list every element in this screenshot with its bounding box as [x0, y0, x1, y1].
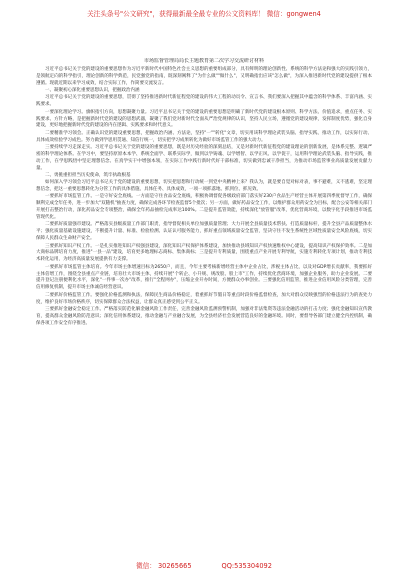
paragraph: 三要持续学习走深走实。习近平总书记关于党的建设的重要思想，既是对历史经验的深刻总结，又是对新时代新征程党的建设理论的创新发展，是体系完整、逻辑严密的科学理论体系。在学习中，要坚持原原本本学、系统全面学、联系实际学，做到以学铸魂、以学增智、以学正风、以学促干，运用科学理论武装头脑、指导实践，推动工作，在学思践悟中坚定理想信念、在真学实干中增强本领，在实际工作中践行新时代好干部标准，切实做到忠诚干净担当，为推动市场监管事业高质量发展贡献力量。 [36, 144, 372, 171]
paragraph: 如何深入学习领会习近平总书记关于党的建设的重要思想，切实把思想和行动统一到党中央精神上来？我认为，就是要自觉对标对表，事不避难，义不逃难，坚定理想信念，把这一重要思想转化为分管工作的具体措施、具体任务、具体成效，一项一项抓落地、抓到位、抓见效。 [36, 180, 372, 193]
paragraph: 三要抓好知识产权工作。一是扎实推进知识产权强县建设，深化知识产权保护体系建设，加快推动县域知识产权快速维权中心建设，提高知识产权保护效率。二是加大商标品牌培育力度，推进"一县一品"建设，培育更多地理标志商标、集体商标；三是提升专利质量，围绕重点产业开展专利导航，实施专利转化专项计划，推动专利技术转化运用，为经济高质量发展提供有力支撑。 [36, 243, 372, 263]
paragraph: 一要抓好市场监管主体培育。今年市场主体增速目标为2650户，而且，今年主要考核新增经营主体中企业占比，涉税主体占比，以及对GDP增长贡献率，我要抓好主体倍增工作，围绕全县重点产业链，培育壮大市场主体，持续开展"个转企、小升规、规改股、股上市"工作，持续优化营商环境，加强企业服务，助力企业发展。二要提升登记注册便利化水平，深化"一件事一次办"改革，推行"全程网办"，压缩企业开办时间，方便群众办事创业。三要强化信用监管，推进企业信用风险分类管理，完善信用修复机制，提升市场主体诚信经营意识。 [36, 264, 372, 291]
paragraph: 一要深化理论学习。旗帜指引方向，思想凝聚力量。习近平总书记关于党的建设的重要思想是明确了新时代党的建设根本原则、科学方法、价值追求，重点任务、实践要求、方针方略，是把握新时代党的建设的思想武器，凝聚了我们党对新时代全面从严治党规律的认识，坚持人民立场，遵循党的建设规律，发挥制度优势，强化自身建设，更好地把握新时代党的建设的内在逻辑、实践要求和时代意义。 [36, 109, 372, 129]
footer-wechat: 微信： 30265665 [136, 562, 192, 570]
document-title: 市场监督管理局局长主题教育第二次学习交流研讨材料 [143, 58, 264, 64]
paragraph: 二要抓好质量强市建设。严格落实县级质量工作部门职责，指导督促相关单位加强质量管理；大力开展全县质量技术帮扶、打造质量标杆，提升全县产品质量整体水平；强化质量基础设施建设，不断提升计量、标准、检验检测、认证认可服务能力，抓好重点领域质量安全监管，坚决守住不发生系统性区域性质量安全风险底线，切实保障人民群众生命财产安全。 [36, 222, 372, 242]
paragraph: 二要精准学习领会。正确认识党的建设重要思想，把握政治内涵、方法论，坚持"一""转化"文章，切实用该科学理论武装头脑、指导实践、推动工作，以实际行动、具体成效检验学习成色。努力做到学思用贯通、知信行统一，切实把学习成果转化为做好市场监管工作的强大动力。 [36, 130, 372, 143]
paragraph: 习近平总书记关于党的建设的重要思想，贯彻了坚持推进新时代新征程党的建设的伟大工程的动员令、宣言书、我们要深入把握其中蕴含的科学体系、丰富内涵、实践要求。 [36, 95, 372, 108]
paragraph: 习近平总书记关于党的建设的重要思想作为习近平新时代中国特色社会主义思想的重要组成部分，具有鲜明的理论创新性、系统的科学方法论和强大的实践引领力，是领航定向的科学指引，理论创新的科学典范，民党强党的指南，既深刻阐释了"为什么做""做什么"，又明确指出应该"怎么做"，为深入推进新时代党的建设提供了根本遵循。现就近期以来学习成效，结合实际工作，作简要交流发言。 [36, 67, 372, 86]
footer-contact [0, 562, 408, 570]
paragraph: 二要抓好价格监管工作。要强化价格监测和执法，保障民生商品价格稳定，着重抓好节假日等重点时段价格监督检查，加大对群众反映强烈的价格违法行为的查处力度，维护良好市场价格秩序，切实保障群众合法权益，让群众真正感受到公平正义。 [36, 292, 372, 305]
header-banner: 关注头条号"公文研究"，获得最新最全最专业的公文资料库！ 微信：gongwen4 [87, 10, 321, 18]
document-paragraphs [36, 67, 372, 328]
paragraph: 二、勇挑重担担当历史使命，筑牢执政根基 [45, 172, 131, 178]
document-body [36, 58, 372, 544]
paragraph: 一、凝聚初心深化重要思想认识，把握政治内涵 [45, 88, 140, 94]
paragraph: 一要抓好市场监管工作。一是守好安全底线。一方面是守住食品安全底线，积极协调督促各级政府部门落实好230户食品生产经营主体开展第四季度督导工作，确保顺利完成全年任务，进一步加大"双随机"抽查力度，确保完成各环节检查监督5个批次；另一方面，做好药品安全工作，以维护群众用药安全为目标，配合公安等相关部门开展打击整治行动，深化药品安全专项整治，确保全年药品抽检完成率达100%。二是提升监管效能，持续深化"放管服"改革，优化营商环境，以数字化手段推进市场监管现代化。 [36, 194, 372, 221]
paragraph: 三要抓好金融安全稳定工作。严格落实防范化解金融风险工作责任，完善金融风险监测预警机制，加强对非法集资等违法金融活动的打击力度；强化金融知识宣传教育，提高群众金融风险防范意识；深化信用体系建设，推动金融与产业融合发展，为全县经济社会发展营造良好的金融环境。同时，要督导各部门建立健全内控机制，确保各项工作安全有序推进。 [36, 306, 372, 326]
footer-qq: QQ:535304092 [221, 562, 272, 570]
